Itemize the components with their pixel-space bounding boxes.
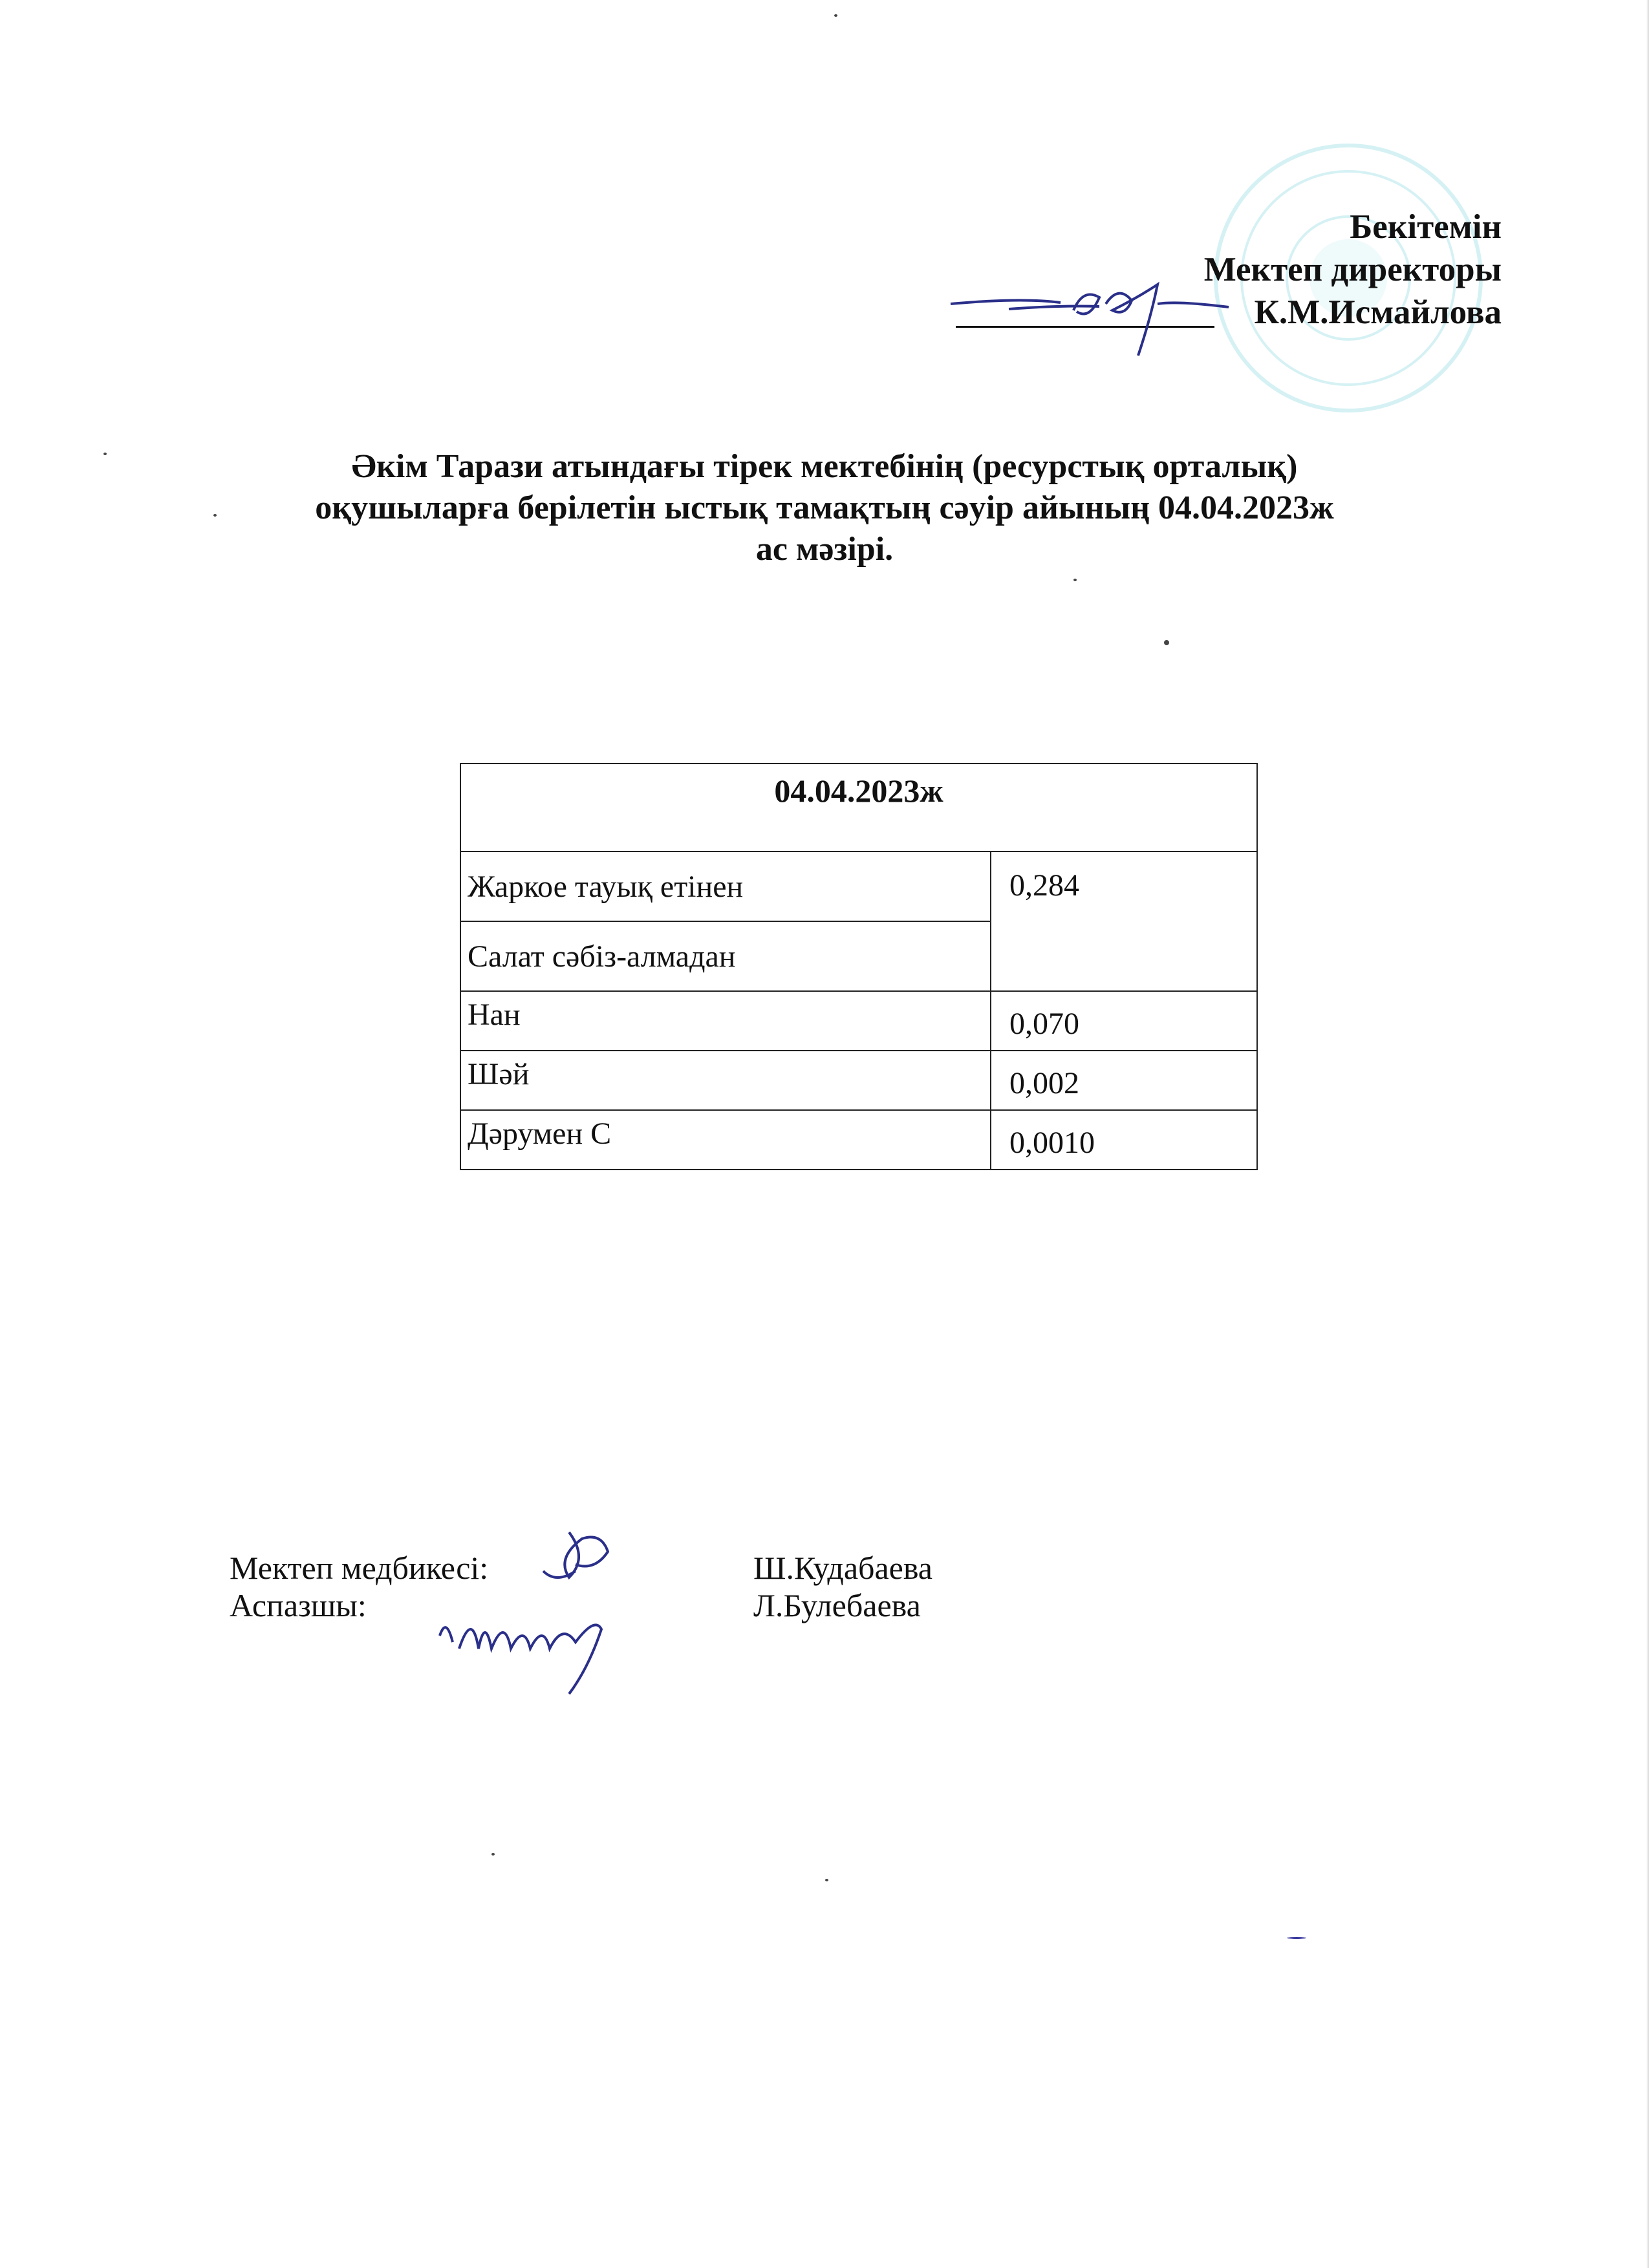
director-signature bbox=[944, 272, 1248, 369]
scan-speck bbox=[213, 514, 217, 517]
title-line-1: Әкім Тарази атындағы тірек мектебінің (ресурстық орталық) bbox=[351, 448, 1298, 485]
menu-table bbox=[460, 763, 1258, 1170]
cook-name: Л.Булебаева bbox=[753, 1587, 921, 1623]
approval-block bbox=[1204, 206, 1502, 334]
menu-item: Дәрумен С bbox=[460, 1110, 991, 1170]
menu-header-row bbox=[460, 764, 1257, 851]
menu-date-header: 04.04.2023ж bbox=[460, 764, 1257, 851]
menu-item: Салат сәбіз-алмадан bbox=[460, 921, 991, 991]
nurse-role: Мектеп медбикесі: bbox=[230, 1550, 489, 1586]
scan-edge bbox=[1646, 0, 1649, 2268]
menu-quantity: 0,284 bbox=[991, 851, 1257, 991]
menu-item: Шәй bbox=[460, 1051, 991, 1110]
approval-heading: Бекітемін bbox=[1350, 208, 1502, 246]
menu-item: Жаркое тауық етінен bbox=[460, 851, 991, 921]
scan-speck bbox=[1287, 1937, 1306, 1939]
menu-item: Нан bbox=[460, 991, 991, 1051]
menu-quantity: 0,070 bbox=[991, 991, 1257, 1051]
approval-position: Мектеп директоры bbox=[1203, 251, 1502, 288]
approval-director-name: К.М.Исмайлова bbox=[1254, 294, 1502, 331]
menu-quantity: 0,0010 bbox=[991, 1110, 1257, 1170]
title-line-2: оқушыларға берілетін ыстық тамақтың сәуір айының 04.04.2023ж bbox=[315, 489, 1334, 526]
title-line-3: ас мәзірі. bbox=[755, 531, 894, 568]
scan-speck bbox=[1073, 579, 1077, 581]
menu-row bbox=[460, 851, 1257, 921]
menu-quantity: 0,002 bbox=[991, 1051, 1257, 1110]
scan-speck bbox=[1164, 640, 1169, 645]
nurse-name: Ш.Кудабаева bbox=[753, 1550, 932, 1586]
menu-row bbox=[460, 991, 1257, 1051]
scan-speck bbox=[491, 1853, 495, 1856]
staff-signature bbox=[427, 1519, 660, 1700]
menu-row bbox=[460, 1051, 1257, 1110]
cook-role: Аспазшы: bbox=[230, 1587, 367, 1623]
scan-speck bbox=[834, 14, 837, 17]
scan-speck bbox=[103, 453, 107, 455]
document-title bbox=[194, 446, 1455, 570]
menu-row bbox=[460, 1110, 1257, 1170]
scan-speck bbox=[825, 1879, 828, 1881]
